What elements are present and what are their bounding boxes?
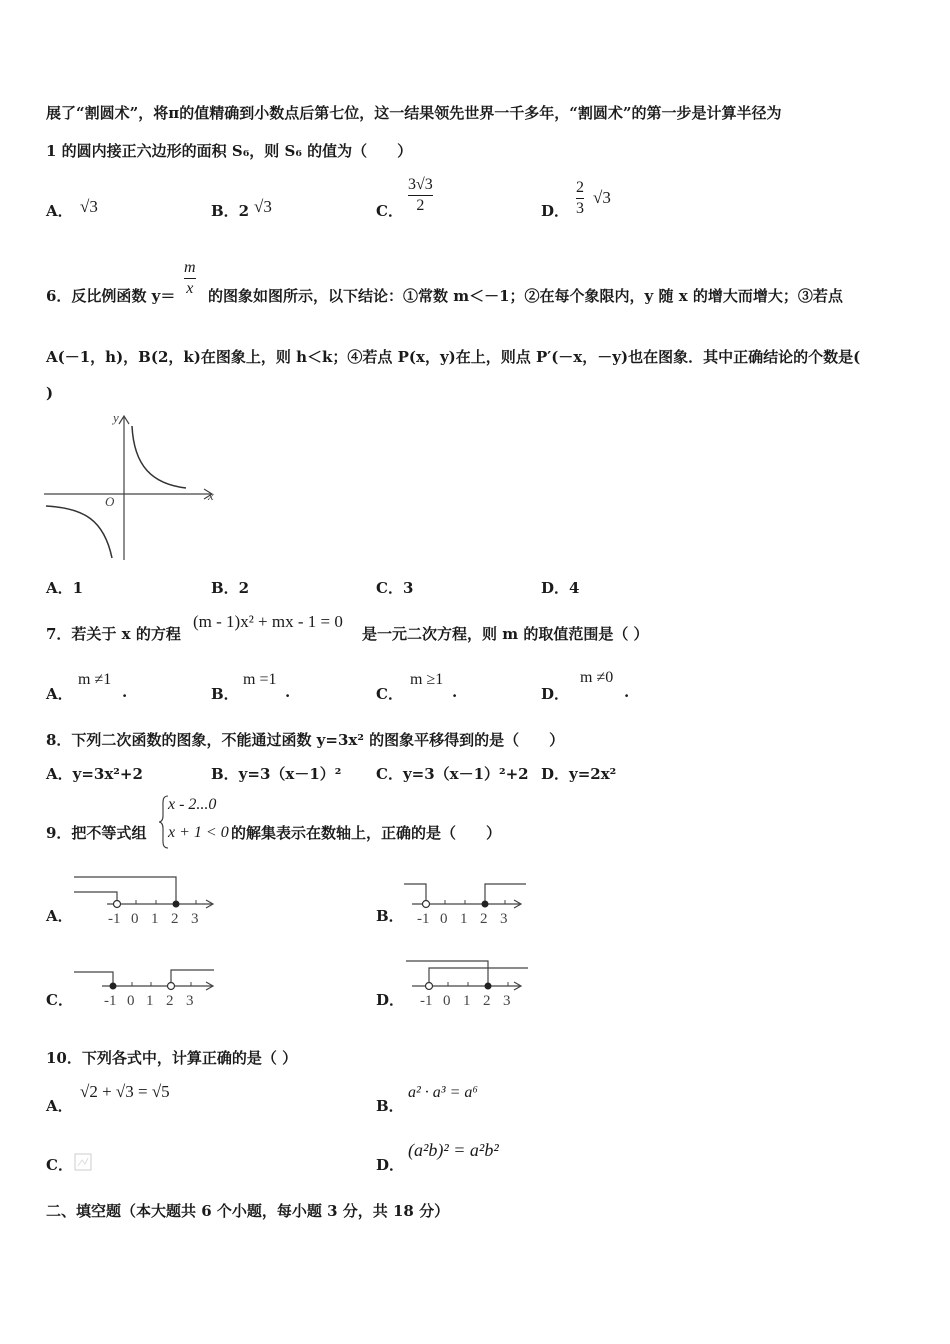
svg-text:-1: -1 bbox=[108, 911, 121, 926]
q10-option-c-label: C． bbox=[46, 1156, 73, 1174]
q7-option-d-label: D． bbox=[541, 685, 570, 703]
closed-point bbox=[482, 901, 489, 908]
q9-option-b-label: B． bbox=[376, 907, 404, 925]
closed-point bbox=[110, 983, 117, 990]
q5-option-d-label: D． bbox=[541, 202, 570, 220]
q5-option-c-numerator: 3√3 bbox=[408, 176, 433, 193]
q9-inequality-2: x + 1 < 0 bbox=[168, 824, 229, 841]
svg-text:2: 2 bbox=[483, 993, 491, 1009]
q7-option-a-label: A． bbox=[46, 685, 73, 703]
q5-option-c-label: C． bbox=[376, 202, 403, 220]
q5-option-d-denominator: 3 bbox=[576, 200, 584, 217]
svg-text:1: 1 bbox=[463, 993, 471, 1009]
q9-stem-prefix: 9．把不等式组 bbox=[46, 824, 147, 842]
closed-point bbox=[485, 983, 492, 990]
hyperbola-branch-first-quadrant bbox=[132, 426, 186, 488]
q6-stem-prefix: 6．反比例函数 y＝ bbox=[46, 287, 176, 305]
q6-fraction-numerator: m bbox=[184, 259, 196, 276]
svg-text:1: 1 bbox=[460, 911, 468, 926]
q5-option-b-label: B．2 bbox=[211, 202, 250, 220]
q9-option-c-label: C． bbox=[46, 991, 73, 1009]
q5-stem-line1: 展了“割圆术”，将π的值精确到小数点后第七位，这一结果领先世界一千多年，“割圆术”的第一步是计算半径为 bbox=[46, 104, 782, 122]
q5-option-d-numerator: 2 bbox=[576, 179, 584, 196]
q9-option-a-label: A． bbox=[46, 907, 73, 925]
q7-stem-prefix: 7．若关于 x 的方程 bbox=[46, 625, 181, 643]
q8-option-b: B．y=3（x－1）² bbox=[211, 765, 342, 783]
q10-stem: 10．下列各式中，计算正确的是（ ） bbox=[46, 1049, 298, 1067]
fraction-bar bbox=[576, 198, 584, 199]
q10-option-a-label: A． bbox=[46, 1097, 73, 1115]
q5-option-d-value: √3 bbox=[593, 188, 611, 207]
q7-option-c-period: . bbox=[452, 683, 458, 701]
svg-text:2: 2 bbox=[480, 911, 488, 926]
q9-number-line-a bbox=[72, 874, 222, 926]
q7-option-b-period: . bbox=[285, 683, 291, 701]
q7-stem-suffix: 是一元二次方程，则 m 的取值范围是（ ） bbox=[362, 625, 649, 643]
q6-fraction-denominator: x bbox=[186, 280, 194, 297]
q10-option-a-math: √2 + √3 = √5 bbox=[80, 1082, 170, 1101]
q9-stem-suffix: 的解集表示在数轴上，正确的是（ ） bbox=[231, 824, 502, 842]
q8-option-a: A．y=3x²+2 bbox=[46, 765, 143, 783]
q7-option-d-math: m ≠0 bbox=[580, 669, 614, 686]
open-point bbox=[426, 983, 433, 990]
q8-option-c: C．y=3（x－1）²+2 bbox=[376, 765, 529, 783]
fraction-bar bbox=[184, 278, 196, 279]
q9-number-line-c bbox=[72, 962, 222, 1010]
svg-text:-1: -1 bbox=[104, 993, 117, 1009]
q6-stem-line2: A(－1，h)，B(2，k)在图象上，则 h＜k；④若点 P(x，y)在上，则点 P′(－x，－y)也在图象．其中正确结论的个数是( bbox=[46, 348, 861, 366]
q7-option-c-label: C． bbox=[376, 685, 403, 703]
y-axis-label: y bbox=[113, 410, 119, 425]
svg-text:1: 1 bbox=[151, 911, 159, 926]
q10-option-d-math: (a²b)² = a²b² bbox=[408, 1140, 499, 1160]
svg-text:2: 2 bbox=[166, 993, 174, 1009]
q8-option-d: D．y=2x² bbox=[541, 765, 617, 783]
q9-inequality-1: x - 2...0 bbox=[168, 796, 217, 813]
svg-text:2: 2 bbox=[171, 911, 179, 926]
q7-equation: (m - 1)x² + mx - 1 = 0 bbox=[193, 612, 343, 631]
q5-stem-line2: 1 的圆内接正六边形的面积 S₆，则 S₆ 的值为（ ） bbox=[46, 142, 413, 160]
q5-option-c-fraction bbox=[408, 176, 433, 215]
q7-option-a-math: m ≠1 bbox=[78, 671, 112, 688]
q10-option-d-label: D． bbox=[376, 1156, 405, 1174]
q6-hyperbola-graph bbox=[44, 408, 224, 568]
q7-option-b-label: B． bbox=[211, 685, 239, 703]
open-point bbox=[114, 901, 121, 908]
svg-text:3: 3 bbox=[500, 911, 508, 926]
svg-text:-1: -1 bbox=[417, 911, 430, 926]
x-axis-label: x bbox=[208, 488, 214, 503]
fraction-bar bbox=[408, 195, 433, 196]
q6-stem-line3: ) bbox=[46, 384, 54, 402]
q7-option-c-math: m ≥1 bbox=[410, 671, 444, 688]
q6-stem-suffix: 的图象如图所示，以下结论：①常数 m＜－1；②在每个象限内，y 随 x 的增大而增大；③若点 bbox=[208, 287, 843, 305]
svg-text:3: 3 bbox=[186, 993, 194, 1009]
svg-text:0: 0 bbox=[443, 993, 451, 1009]
hyperbola-branch-third-quadrant bbox=[46, 506, 112, 558]
open-point bbox=[168, 983, 175, 990]
svg-text:3: 3 bbox=[503, 993, 511, 1009]
q7-option-b-math: m =1 bbox=[243, 671, 277, 688]
q7-option-a-period: . bbox=[122, 683, 128, 701]
svg-text:1: 1 bbox=[146, 993, 154, 1009]
q10-option-c-broken-image bbox=[74, 1152, 96, 1172]
q6-option-b: B．2 bbox=[211, 579, 250, 597]
q8-stem: 8．下列二次函数的图象，不能通过函数 y=3x² 的图象平移得到的是（ ） bbox=[46, 731, 565, 749]
closed-point bbox=[173, 901, 180, 908]
q7-option-d-period: . bbox=[624, 683, 630, 701]
q5-option-d-fraction bbox=[576, 179, 584, 218]
q6-option-c: C．3 bbox=[376, 579, 414, 597]
q5-option-a-value: √3 bbox=[80, 197, 98, 216]
q6-option-a: A．1 bbox=[46, 579, 84, 597]
q9-number-line-b bbox=[402, 874, 532, 926]
svg-text:3: 3 bbox=[191, 911, 199, 926]
q5-option-b-value: √3 bbox=[254, 197, 272, 216]
q9-option-d-label: D． bbox=[376, 991, 405, 1009]
q10-option-b-math: a² · a³ = a⁶ bbox=[408, 1084, 478, 1101]
open-point bbox=[423, 901, 430, 908]
section-heading-fill-in: 二、填空题（本大题共 6 个小题，每小题 3 分，共 18 分） bbox=[46, 1202, 450, 1220]
origin-label: O bbox=[105, 494, 115, 509]
q5-option-c-denominator: 2 bbox=[416, 197, 425, 214]
q6-fraction-m-over-x bbox=[184, 259, 196, 298]
svg-text:0: 0 bbox=[127, 993, 135, 1009]
q5-option-a-label: A． bbox=[46, 202, 73, 220]
svg-text:-1: -1 bbox=[420, 993, 433, 1009]
svg-text:0: 0 bbox=[131, 911, 139, 926]
svg-text:0: 0 bbox=[440, 911, 448, 926]
q9-number-line-d bbox=[402, 958, 532, 1010]
q10-option-b-label: B． bbox=[376, 1097, 404, 1115]
q6-option-d: D．4 bbox=[541, 579, 580, 597]
